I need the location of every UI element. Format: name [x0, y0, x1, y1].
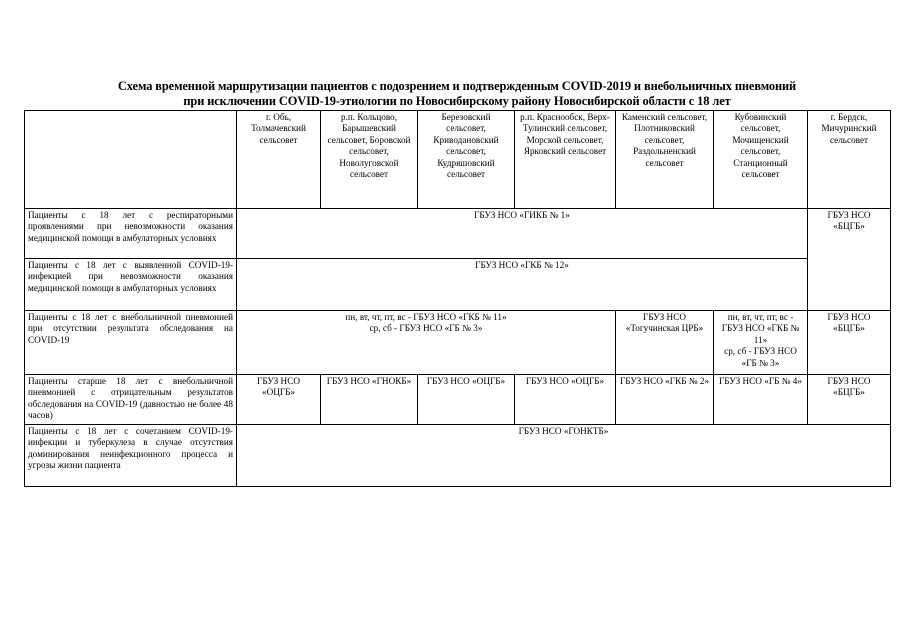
header-empty-cell	[25, 111, 237, 209]
header-cell-berezovsky: Березовский сельсовет, Криводановский сельсовет, Кудряшовский сельсовет	[418, 111, 515, 209]
table-row	[25, 311, 891, 375]
title-line-2: при исключении COVID-19-этиологии по Новосибирскому району Новосибирской области с 18 лет	[183, 94, 731, 108]
table-row	[25, 259, 891, 311]
row-label-pneumonia-no-result: Пациенты с 18 лет с внебольничной пневмонией при отсутствии результата обследования на COVID-19	[25, 311, 237, 375]
document-title	[24, 79, 890, 109]
route-gikb1: ГБУЗ НСО «ГИКБ № 1»	[237, 209, 808, 259]
header-cell-kamensky: Каменский сельсовет, Плотниковский сельсовет, Раздольненский сельсовет	[616, 111, 714, 209]
route-bcgb: ГБУЗ НСО «БЦГБ»	[808, 209, 891, 311]
title-line-1: Схема временной маршрутизации пациентов с подозрением и подтвержденным COVID-2019 и внебольничных пневмоний	[117, 79, 797, 93]
route-ocgb: ГБУЗ НСО «ОЦГБ»	[418, 375, 515, 425]
row-label-pneumonia-negative: Пациенты старше 18 лет с внебольничной пневмонией с отрицательным результатов обследования на COVID-19 (давностью не более 48 часов)	[25, 375, 237, 425]
route-schedule-line-1: пн, вт, чт, пт, вс - ГБУЗ НСО «ГКБ № 11»	[721, 312, 800, 345]
route-toguchin-crb: ГБУЗ НСО «Тогучинская ЦРБ»	[616, 311, 714, 375]
route-gnokb: ГБУЗ НСО «ГНОКБ»	[321, 375, 418, 425]
table-row	[25, 375, 891, 425]
route-bcgb: ГБУЗ НСО «БЦГБ»	[808, 311, 891, 375]
table-row	[25, 425, 891, 487]
route-ocgb: ГБУЗ НСО «ОЦГБ»	[237, 375, 321, 425]
route-gb4: ГБУЗ НСО «ГБ № 4»	[714, 375, 808, 425]
route-schedule-line-1: пн, вт, чт, пт, вс - ГБУЗ НСО «ГКБ № 11»	[345, 312, 507, 322]
row-label-covid-tuberculosis: Пациенты с 18 лет с сочетанием COVID-19-инфекции и туберкулеза в случае отсутствия доминирования неинфекционного процесса и угрозы жизни пациента	[25, 425, 237, 487]
header-cell-koltsovo: р.п. Кольцово, Барышевский сельсовет, Боровской сельсовет, Новолуговской сельсовет	[321, 111, 418, 209]
route-kubovinsky-schedule	[714, 311, 808, 375]
route-gkb2: ГБУЗ НСО «ГКБ № 2»	[616, 375, 714, 425]
header-cell-ob: г. Обь, Толмачевский сельсовет	[237, 111, 321, 209]
route-gkb11-gb3	[237, 311, 616, 375]
header-cell-berdsk: г. Бердск, Мичуринский сельсовет	[808, 111, 891, 209]
header-cell-kubovinsky: Кубовинский сельсовет, Мочищенский сельсовет, Станционный сельсовет	[714, 111, 808, 209]
header-cell-krasnoobsk: р.п. Краснообск, Верх-Тулинский сельсовет, Морской сельсовет, Ярковский сельсовет	[515, 111, 616, 209]
routing-table	[24, 110, 891, 487]
row-label-respiratory: Пациенты с 18 лет с респираторными проявлениями при невозможности оказания медицинской помощи в амбулаторных условиях	[25, 209, 237, 259]
route-gonktb: ГБУЗ НСО «ГОНКТБ»	[237, 425, 891, 487]
route-schedule-line-2: ср, сб - ГБУЗ НСО «ГБ № 3»	[369, 323, 483, 334]
route-ocgb: ГБУЗ НСО «ОЦГБ»	[515, 375, 616, 425]
route-gkb12: ГБУЗ НСО «ГКБ № 12»	[237, 259, 808, 311]
table-row	[25, 209, 891, 259]
route-bcgb: ГБУЗ НСО «БЦГБ»	[808, 375, 891, 425]
header-row	[25, 111, 891, 209]
route-schedule-line-2: ср, сб - ГБУЗ НСО «ГБ № 3»	[724, 346, 797, 368]
row-label-covid-confirmed: Пациенты с 18 лет с выявленной COVID-19-инфекцией при невозможности оказания медицинской помощи в амбулаторных условиях	[25, 259, 237, 311]
